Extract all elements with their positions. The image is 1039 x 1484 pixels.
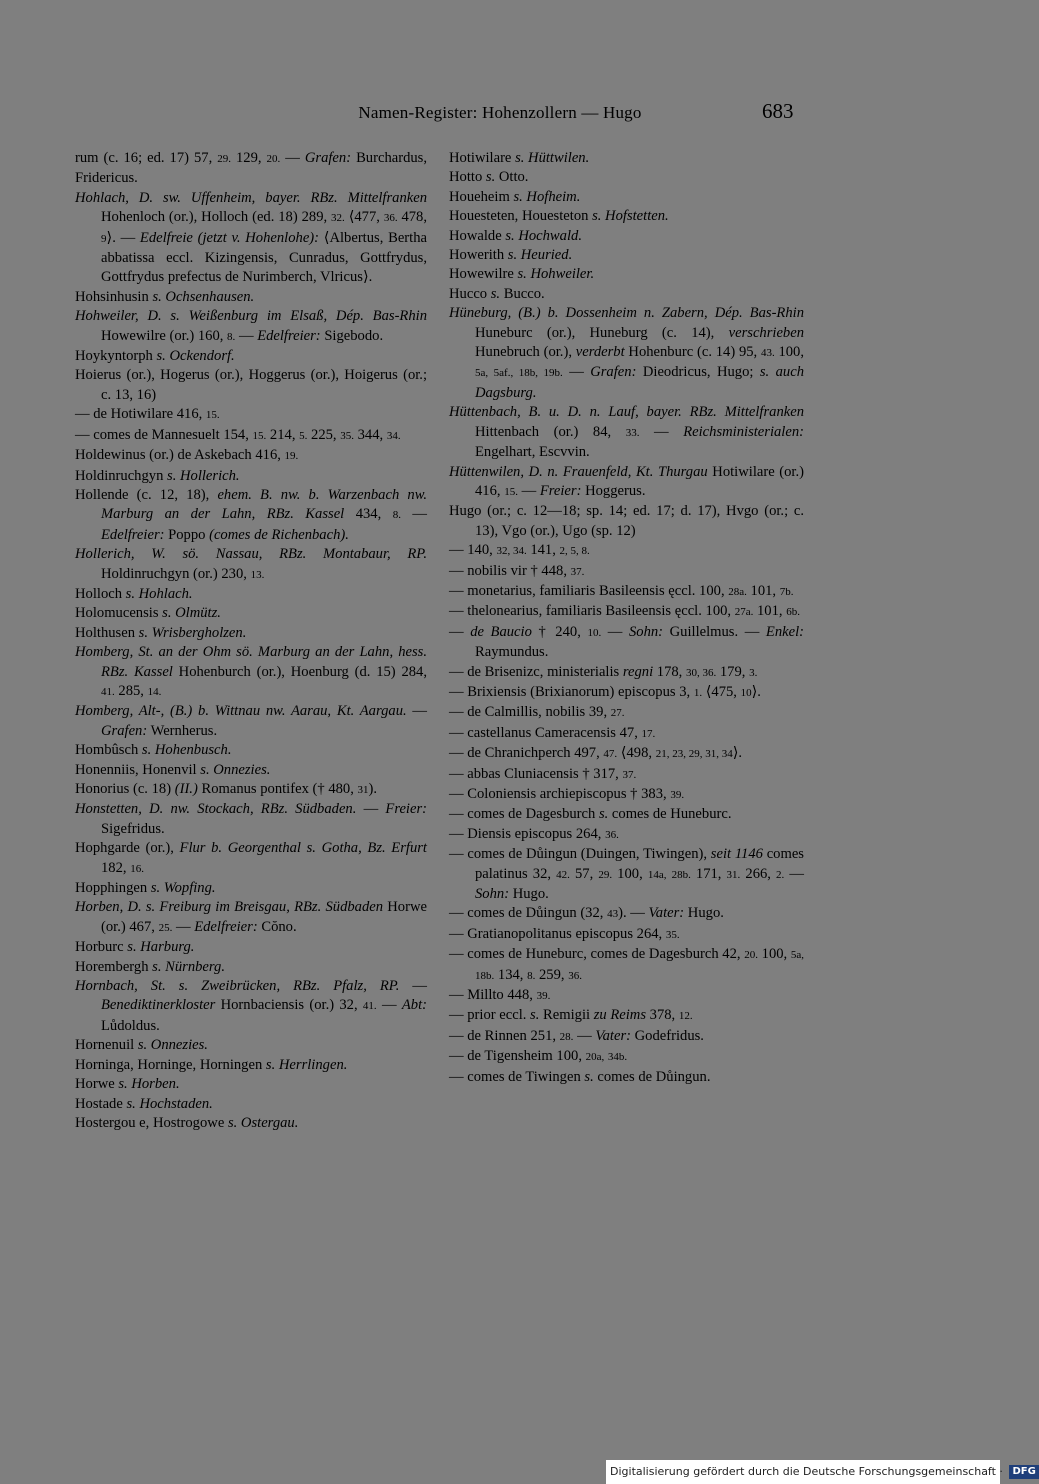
index-entry: rum (c. 16; ed. 17) 57, 29. 129, 20. — Grafen: Burchardus, Fridericus. [75,150,427,187]
index-column-right [449,149,804,1087]
index-entry: Hophgarde (or.), Flur b. Georgenthal s. Gotha, Bz. Erfurt 182, 16. [75,840,427,876]
index-entry: Hoierus (or.), Hogerus (or.), Hoggerus (or.), Hoigerus (or.; c. 13, 16) [75,367,427,403]
index-entry: Hoykyntorph s. Ockendorf. [75,348,235,365]
index-entry: Honenniis, Honenvil s. Onnezies. [75,761,271,778]
index-entry: Holomucensis s. Olmütz. [75,605,221,622]
index-entry: — de Chranichperch 497, 47. ⟨498, 21, 23, 29, 31, 34⟩. [449,745,743,762]
index-entry: Homberg, St. an der Ohm sö. Marburg an der Lahn, hess. RBz. Kassel Hohenburch (or.), Hoenburg (d. 15) 284, 41. 285, 14. [75,644,427,699]
index-entry: Houesteten, Houesteton s. Hofstetten. [449,208,669,225]
index-entry: — comes de Důingun (Duingen, Tiwingen), seit 1146 comes palatinus 32, 42. 57, 29. 100, 14a, 28b. 171, 31. 266, 2. — Sohn: Hugo. [449,846,804,903]
digitization-footer: Digitalisierung gefördert durch die Deutsche Forschungsgemeinschaft · DFG [606,1460,1000,1484]
index-entry: — Gratianopolitanus episcopus 264, 35. [449,925,680,942]
index-entry: Howewilre s. Hohweiler. [449,266,595,283]
index-entry: Hostade s. Hochstaden. [75,1095,213,1112]
index-entry: — de Baucio † 240, 10. — Sohn: Guillelmus. — Enkel: Raymundus. [449,623,804,661]
index-entry: Holthusen s. Wrisbergholzen. [75,624,247,641]
index-entry: — comes de Huneburc, comes de Dagesburch 42, 20. 100, 5a, 18b. 134, 8. 259, 36. [449,946,804,983]
index-entry: Homberg, Alt-, (B.) b. Wittnau nw. Aarau, Kt. Aargau. — Grafen: Wernherus. [75,703,427,739]
index-entry: Hombûsch s. Hohenbusch. [75,742,232,759]
index-entry: Horninga, Horninge, Horningen s. Herrlingen. [75,1056,348,1073]
index-entry: — de Hotiwilare 416, 15. [75,406,220,423]
page-number: 683 [762,99,794,123]
index-entry: Hopphingen s. Wopfing. [75,880,216,897]
index-entry: — de Calmillis, nobilis 39, 27. [449,704,625,721]
index-entry: Houeheim s. Hofheim. [449,188,581,205]
index-entry: — monetarius, familiaris Basileensis ęccl. 100, 28a. 101, 7b. [449,582,794,599]
index-entry: — abbas Cluniacensis † 317, 37. [449,765,637,782]
index-entry: — Coloniensis archiepiscopus † 383, 39. [449,786,685,802]
index-entry: Hüneburg, (B.) b. Dossenheim n. Zabern, Dép. Bas-Rhin Huneburc (or.), Huneburg (c. 14), verschrieben Hunebruch (or.), verderbt Hohenburc (c. 14) 95, 43. 100, 5a, 5af., 18b, 19b. — Grafen: Dieodricus, Hugo; s. auch Dagsburg. [449,305,804,401]
index-entry: — comes de Mannesuelt 154, 15. 214, 5. 225, 35. 344, 34. [75,426,401,443]
index-entry: — thelonearius, familiaris Basileensis ęccl. 100, 27a. 101, 6b. [449,603,800,620]
index-entry: Holdewinus (or.) de Askebach 416, 19. [75,447,299,464]
index-entry: Horembergh s. Nürnberg. [75,958,225,975]
index-entry: — Brixiensis (Brixianorum) episcopus 3, 1. ⟨475, 10⟩. [449,683,761,700]
index-entry: Hotiwilare s. Hüttwilen. [449,150,590,166]
index-entry: Horben, D. s. Freiburg im Breisgau, RBz. Südbaden Horwe (or.) 467, 25. — Edelfreier: Cŏno. [75,899,427,935]
index-column-left [75,149,427,1133]
index-entry: Hüttenwilen, D. n. Frauenfeld, Kt. Thurgau Hotiwilare (or.) 416, 15. — Freier: Hoggerus. [449,463,804,499]
index-entry: Horburc s. Harburg. [75,939,195,956]
index-entry: — Millto 448, 39. [449,987,551,1004]
index-entry: Hucco s. Bucco. [449,285,545,302]
index-entry: — castellanus Cameracensis 47, 17. [449,724,656,741]
index-entry: Hüttenbach, B. u. D. n. Lauf, bayer. RBz. Mittelfranken Hittenbach (or.) 84, 33. — Reichsministerialen: Engelhart, Escvvin. [449,404,804,461]
index-entry: Hohlach, D. sw. Uffenheim, bayer. RBz. Mittelfranken Hohenloch (or.), Holloch (ed. 18) 289, 32. ⟨477, 36. 478, 9⟩. — Edelfreie (jetzt v. Hohenlohe): ⟨Albertus, Bertha abbatissa eccl. Kizingensis, Cunradus, Gottfrydus, Gottfrydus prefectus de Nurimberch, Vlricus⟩. [75,189,427,286]
index-entry: — Diensis episcopus 264, 36. [449,825,619,842]
dfg-logo-icon: DFG [1009,1465,1038,1479]
index-entry: Hugo (or.; c. 12—18; sp. 14; ed. 17; d. 17), Hvgo (or.; c. 13), Vgo (or.), Ugo (sp. 12) [449,503,804,539]
index-entry: Hornenuil s. Onnezies. [75,1037,208,1054]
index-entry: Holdinruchgyn s. Hollerich. [75,467,240,484]
footer-credit-text: Digitalisierung gefördert durch die Deutsche Forschungsgemeinschaft [610,1465,996,1478]
index-entry: — 140, 32, 34. 141, 2, 5, 8. [449,542,590,559]
index-entry: Howerith s. Heuried. [449,247,573,264]
index-entry: — de Brisenizc, ministerialis regni 178, 30, 36. 179, 3. [449,663,758,680]
page-header-title: Namen-Register: Hohenzollern — Hugo [358,103,642,122]
index-entry: Howalde s. Hochwald. [449,227,582,244]
index-entry: Hostergou e, Hostrogowe s. Ostergau. [75,1114,299,1131]
index-entry: Hohsinhusin s. Ochsenhausen. [75,288,255,305]
index-entry: — de Tigensheim 100, 20a, 34b. [449,1048,628,1065]
index-entry: Holloch s. Hohlach. [75,585,193,602]
index-entry: Honorius (c. 18) (II.) Romanus pontifex († 480, 31). [75,781,378,797]
index-entry: — comes de Tiwingen s. comes de Důingun. [449,1068,711,1085]
index-entry: — de Rinnen 251, 28. — Vater: Godefridus. [449,1027,704,1044]
index-entry: Hollerich, W. sö. Nassau, RBz. Montabaur, RP. Holdinruchgyn (or.) 230, 13. [75,546,427,582]
index-entry: Hohweiler, D. s. Weißenburg im Elsaß, Dép. Bas-Rhin Howewilre (or.) 160, 8. — Edelfreier: Sigebodo. [75,308,427,344]
index-entry: Honstetten, D. nw. Stockach, RBz. Südbaden. — Freier: Sigefridus. [75,801,428,837]
index-entry: — nobilis vir † 448, 37. [449,562,585,579]
index-entry: Hornbach, St. s. Zweibrücken, RBz. Pfalz, RP. — Benediktinerkloster Hornbaciensis (or.) 32, 41. — Abt: Lůdoldus. [75,978,428,1034]
index-entry: — comes de Důingun (32, 43). — Vater: Hugo. [449,905,724,922]
index-entry: Horwe s. Horben. [75,1076,180,1093]
index-entry: Hollende (c. 12, 18), ehem. B. nw. b. Warzenbach nw. Marburg an der Lahn, RBz. Kassel 434, 8. — Edelfreier: Poppo (comes de Richenbach). [75,486,427,543]
index-entry: Hotto s. Otto. [449,169,529,186]
index-entry: — comes de Dagesburch s. comes de Huneburc. [449,806,732,823]
index-entry: — prior eccl. s. Remigii zu Reims 378, 12. [449,1007,693,1024]
